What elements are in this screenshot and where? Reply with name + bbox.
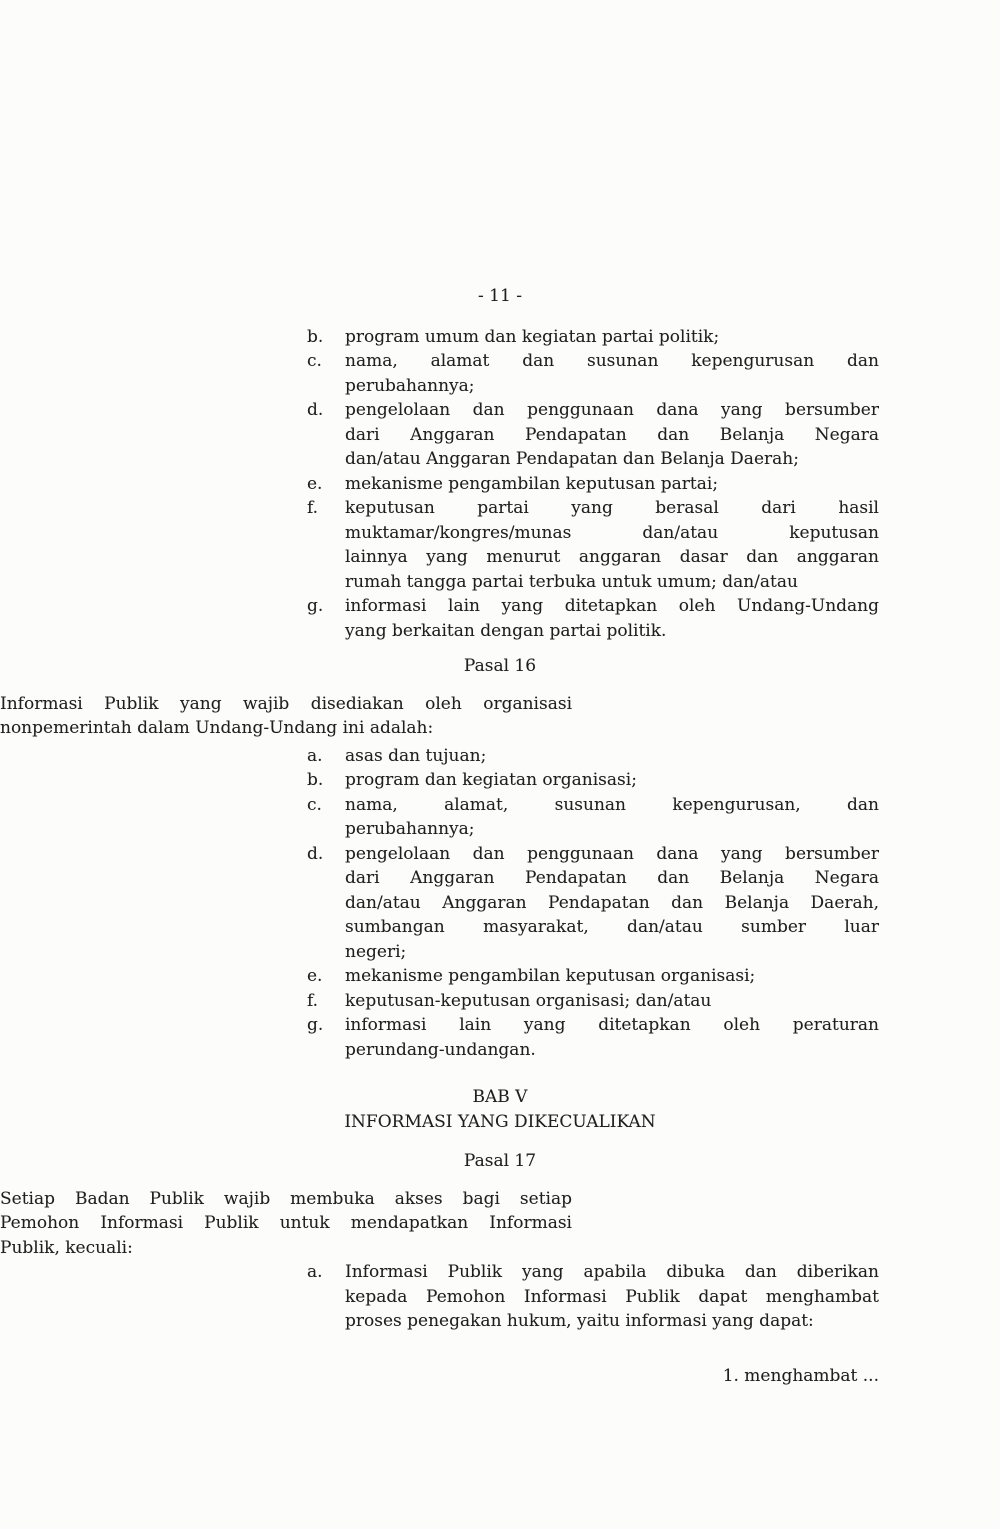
partai-politik-list — [307, 325, 879, 644]
list-item-text: mekanisme pengambilan keputusan organisasi; — [345, 966, 756, 986]
pasal-16-list — [307, 744, 879, 1063]
pasal-17-heading: Pasal 17 — [463, 1151, 537, 1171]
list-item-label: e. — [307, 473, 323, 494]
list-item — [307, 793, 879, 842]
list-item-text: pengelolaan dan penggunaan dana yang bersumber dari Anggaran Pendapatan dan Belanja Negara dan/atau Anggaran Pendapatan dan Belanja Daerah; — [345, 400, 879, 469]
list-item-label: g. — [307, 1015, 324, 1035]
list-item-text: informasi lain yang ditetapkan oleh Undang-Undang yang berkaitan dengan partai politik. — [345, 596, 879, 641]
list-item-label: d. — [307, 400, 324, 420]
list-item — [307, 349, 879, 398]
list-item-label: c. — [307, 794, 322, 815]
list-item-label: d. — [307, 843, 324, 864]
list-item-label: c. — [307, 351, 322, 371]
list-item — [307, 325, 879, 350]
bab-5-number: BAB V — [472, 1087, 528, 1107]
list-item-text: nama, alamat dan susunan kepengurusan dan perubahannya; — [345, 351, 879, 396]
list-item — [307, 398, 879, 472]
list-item — [307, 989, 879, 1014]
list-item — [307, 964, 879, 989]
list-item-label: g. — [307, 596, 324, 616]
list-item-text: asas dan tujuan; — [345, 745, 487, 766]
list-item-text: keputusan-keputusan organisasi; dan/atau — [345, 990, 712, 1011]
list-item-label: e. — [307, 966, 323, 986]
list-item — [307, 744, 879, 769]
list-item-label: b. — [307, 770, 324, 790]
list-item — [307, 496, 879, 594]
list-item — [307, 1260, 879, 1334]
list-item-text: program umum dan kegiatan partai politik; — [345, 326, 720, 347]
pasal-16-heading: Pasal 16 — [463, 656, 537, 676]
bab-5-heading — [0, 1085, 1000, 1134]
list-item-text: mekanisme pengambilan keputusan partai; — [345, 473, 719, 494]
list-item — [307, 594, 879, 643]
list-item — [307, 472, 879, 497]
list-item-label: a. — [307, 1262, 323, 1282]
list-item-text: informasi lain yang ditetapkan oleh peraturan perundang-undangan. — [345, 1015, 879, 1060]
list-item — [307, 1013, 879, 1062]
list-item-text: Informasi Publik yang apabila dibuka dan diberikan kepada Pemohon Informasi Publik dapat menghambat proses penegakan hukum, yaitu informasi yang dapat: — [345, 1262, 879, 1331]
pasal-16-intro: Informasi Publik yang wajib disediakan oleh organisasi nonpemerintah dalam Undang-Undang ini adalah: — [0, 693, 572, 738]
list-item-label: f. — [307, 498, 319, 518]
list-item — [307, 842, 879, 965]
catchword: 1. menghambat ... — [722, 1365, 879, 1386]
list-item-label: b. — [307, 326, 324, 347]
pasal-17-list — [307, 1260, 879, 1334]
list-item-text: keputusan partai yang berasal dari hasil muktamar/kongres/munas dan/atau keputusan lainnya yang menurut anggaran dasar dan anggaran rumah tangga partai terbuka untuk umum; dan/atau — [345, 498, 879, 592]
list-item-label: a. — [307, 745, 323, 766]
bab-5-title: INFORMASI YANG DIKECUALIKAN — [344, 1111, 656, 1132]
list-item-text: pengelolaan dan penggunaan dana yang bersumber dari Anggaran Pendapatan dan Belanja Negara dan/atau Anggaran Pendapatan dan Belanja Daerah, sumbangan masyarakat, dan/atau sumber luar negeri; — [345, 843, 879, 962]
pasal-17-intro: Setiap Badan Publik wajib membuka akses bagi setiap Pemohon Informasi Publik untuk mendapatkan Informasi Publik, kecuali: — [0, 1188, 572, 1258]
list-item-label: f. — [307, 990, 319, 1011]
list-item-text: nama, alamat, susunan kepengurusan, dan perubahannya; — [345, 794, 879, 839]
list-item-text: program dan kegiatan organisasi; — [345, 770, 637, 790]
page-number: - 11 - — [478, 286, 522, 306]
list-item — [307, 768, 879, 793]
